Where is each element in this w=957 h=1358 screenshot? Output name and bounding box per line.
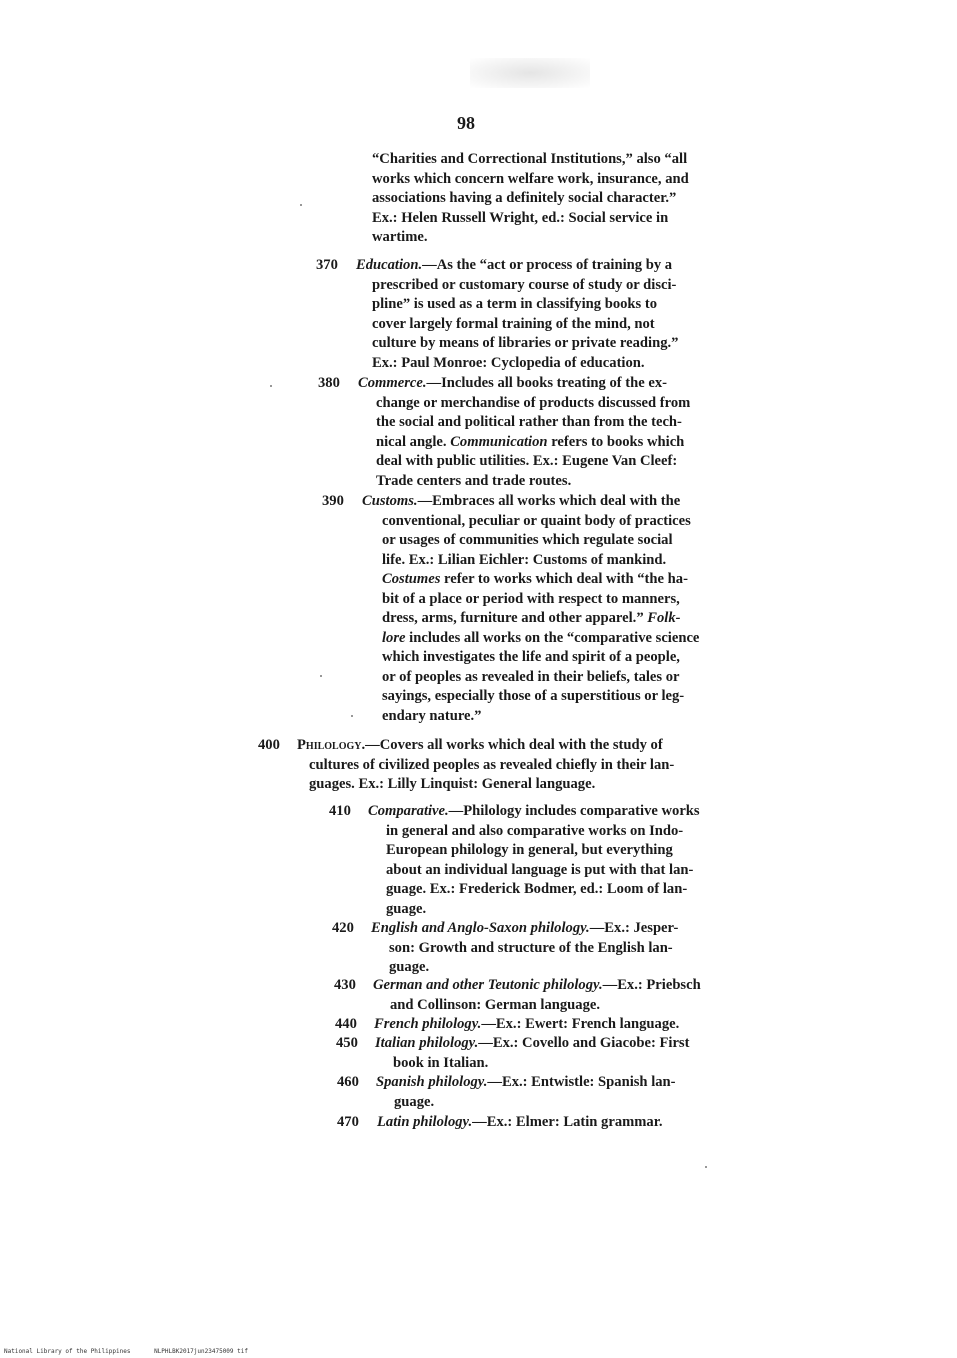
footer-code: NLPHLBK2017jun23475009 tif [154,1348,248,1355]
entry-line [358,374,758,394]
entry-line: bit of a place or period with respect to manners, [382,590,680,607]
intro-line: associations having a definitely social character.” [372,190,677,206]
entry-line: guage. [389,959,430,975]
entry-number: 400 [258,737,280,753]
entry-number: 410 [329,803,351,819]
entry-heading: Commerce. [358,375,427,391]
scan-speck [705,1166,707,1168]
page-number: 98 [457,113,475,133]
entry-line: cultures of civilized peoples as revealed chiefly in their lan- [309,756,675,773]
entry-line: guage. [386,900,427,917]
subterm: Folk- [647,610,681,626]
entry-text: —Ex.: Jesper- [589,920,679,936]
entry-line: conventional, peculiar or quaint body of practices [382,512,691,529]
entry-line: change or merchandise of products discussed from [376,394,691,411]
entry-line [377,1113,777,1133]
subterm: Costumes [382,571,441,587]
intro-line: wartime. [372,229,428,245]
entry-line: sayings, especially those of a superstitious or leg- [382,688,685,704]
entry-line: in general and also comparative works on Indo- [386,822,684,839]
scan-speck [270,385,272,387]
entry-line: book in Italian. [393,1054,489,1071]
entry-line [375,1034,775,1054]
entry-line: and Collinson: German language. [390,996,601,1013]
entry-heading: Spanish philology. [376,1074,488,1090]
subentry-470 [377,1113,777,1133]
entry-line [368,802,768,822]
entry-line [356,256,756,276]
entry-heading: English and Anglo-Saxon philology. [371,920,590,936]
footer-library: National Library of the Philippines [4,1348,131,1355]
subentry-430 [373,976,773,1015]
entry-line [374,1015,774,1035]
entry-number: 390 [322,493,344,509]
entry-heading: French philology. [374,1016,482,1032]
entry-text: —Ex.: Elmer: Latin grammar. [472,1114,663,1130]
entry-text: —Includes all books treating of the ex- [426,375,668,391]
entry-text: —Ex.: Covello and Giacobe: First [478,1035,690,1051]
entry-line: Trade centers and trade routes. [376,472,572,489]
entry-line: deal with public utilities. Ex.: Eugene Van Cleef: [376,453,678,469]
entry-370 [356,256,756,373]
entry-line: son: Growth and structure of the English lan- [389,939,673,956]
entry-text: refer to works which deal with “the ha- [444,571,688,587]
entry-heading: Latin philology. [377,1114,473,1130]
entry-text: —As the “act or process of training by a [422,257,673,273]
entry-390 [362,492,762,726]
intro-line: Ex.: Helen Russell Wright, ed.: Social service in [372,209,669,226]
entry-text: includes all works on the “comparative science [409,629,700,646]
scan-speck [300,204,302,206]
scan-speck [320,675,322,677]
entry-line: European philology in general, but everything [386,842,673,858]
entry-number: 430 [334,977,356,993]
entry-line [371,919,771,939]
scan-smudge [470,58,590,88]
entry-line [362,609,762,629]
subterm: lore [382,629,406,646]
entry-heading: Italian philology. [375,1035,479,1051]
entry-text: refers to books which [551,433,685,450]
subentry-410 [368,802,768,919]
entry-line: which investigates the life and spirit of a people, [382,649,680,665]
entry-line: or of peoples as revealed in their beliefs, tales or [382,668,680,685]
entry-line: or usages of communities which regulate social [382,532,673,548]
section-heading: Philology. [297,737,366,753]
entry-line: guage. Ex.: Frederick Bodmer, ed.: Loom of lan- [386,881,688,897]
entry-number: 440 [335,1016,357,1032]
entry-line [358,433,758,453]
entry-number: 460 [337,1074,359,1090]
entry-number: 380 [318,375,340,391]
entry-line: about an individual language is put with that lan- [386,861,694,878]
entry-heading: Comparative. [368,803,449,819]
subentry-450 [375,1034,775,1073]
entry-line [373,976,773,996]
intro-paragraph [372,150,752,248]
entry-heading: Customs. [362,493,418,509]
philology-section [297,736,767,795]
entry-line [362,492,762,512]
entry-text: nical angle. [376,433,447,450]
entry-heading: German and other Teutonic philology. [373,977,603,993]
entry-line: guage. [394,1093,435,1110]
intro-line: “Charities and Correctional Institutions,” also “all [372,151,688,167]
entry-line [376,1073,776,1093]
entry-line: culture by means of libraries or private reading.” [372,335,679,351]
entry-text: —Philology includes comparative works [448,803,700,819]
entry-number: 470 [337,1114,359,1130]
subentry-420 [371,919,771,978]
entry-line [297,736,767,756]
entry-number: 450 [336,1035,358,1051]
entry-number: 370 [316,257,338,273]
entry-line: endary nature.” [382,707,482,724]
entry-text: —Ex.: Ewert: French language. [481,1016,680,1032]
subterm: Communication [450,433,548,450]
entry-text: —Covers all works which deal with the study of [365,737,663,753]
entry-line: prescribed or customary course of study or disci- [372,276,677,293]
entry-line [362,570,762,590]
entry-text: —Embraces all works which deal with the [417,493,681,509]
entry-line: pline” is used as a term in classifying books to [372,296,658,312]
subentry-460 [376,1073,776,1112]
entry-line: cover largely formal training of the mind, not [372,315,655,332]
entry-line: life. Ex.: Lilian Eichler: Customs of mankind. [382,551,667,568]
entry-line: the social and political rather than from the tech- [376,414,682,430]
intro-line: works which concern welfare work, insurance, and [372,170,689,187]
entry-line [362,629,762,649]
entry-number: 420 [332,920,354,936]
entry-380 [358,374,758,491]
entry-line: guages. Ex.: Lilly Linquist: General language. [309,776,596,792]
entry-line: Ex.: Paul Monroe: Cyclopedia of education. [372,354,645,371]
scan-footer [4,1348,268,1355]
entry-text: —Ex.: Entwistle: Spanish lan- [487,1074,676,1090]
entry-text: dress, arms, furniture and other apparel.” [382,610,644,626]
subentry-440 [374,1015,774,1035]
entry-text: —Ex.: Priebsch [602,977,701,993]
entry-heading: Education. [356,257,423,273]
scan-speck [351,715,353,717]
